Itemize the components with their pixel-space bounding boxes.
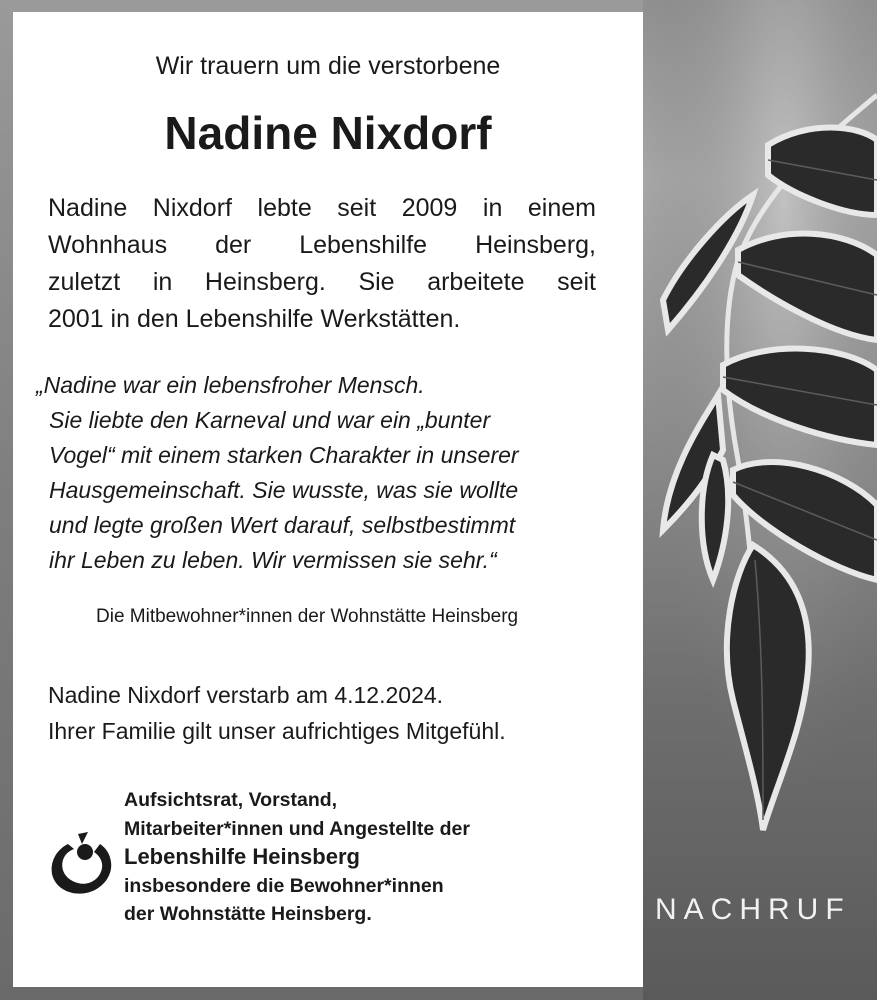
quote-line: und legte großen Wert darauf, selbstbestimmt <box>49 512 516 538</box>
quote-line: „Nadine war ein lebensfroher Mensch. <box>36 372 425 398</box>
quote-paragraph <box>36 368 606 578</box>
sender-line: insbesondere die Bewohner*innen <box>124 874 444 897</box>
bio-line: Wohnhaus der Lebenshilfe Heinsberg, <box>48 231 596 259</box>
quote-line: Hausgemeinschaft. Sie wusste, was sie wollte <box>49 477 519 503</box>
sender-line: Aufsichtsrat, Vorstand, <box>124 789 338 811</box>
biography-paragraph <box>48 190 596 338</box>
lebenshilfe-logo-icon <box>48 830 116 896</box>
quote-line: Vogel“ mit einem starken Charakter in unserer <box>49 442 519 468</box>
sender-line: Mitarbeiter*innen und Angestellte der <box>124 817 470 840</box>
quote-line: ihr Leben zu leben. Wir vermissen sie sehr.“ <box>49 547 497 573</box>
intro-text: Wir trauern um die verstorbene <box>155 52 501 80</box>
frosted-leaf-photo <box>643 0 877 1000</box>
frosted-leaf-illustration <box>643 0 877 1000</box>
bio-line: 2001 in den Lebenshilfe Werkstätten. <box>48 305 461 333</box>
sender-block <box>124 786 470 929</box>
nachruf-label: NACHRUF <box>655 893 851 926</box>
condolence-line: Ihrer Familie gilt unser aufrichtiges Mitgefühl. <box>48 718 506 744</box>
deceased-name: Nadine Nixdorf <box>164 107 492 159</box>
bio-line: Nadine Nixdorf lebte seit 2009 in einem <box>48 194 596 222</box>
death-line: Nadine Nixdorf verstarb am 4.12.2024. <box>48 682 444 708</box>
sender-line: der Wohnstätte Heinsberg. <box>124 903 372 925</box>
bio-line: zuletzt in Heinsberg. Sie arbeitete seit <box>48 268 596 296</box>
organization-name: Lebenshilfe Heinsberg <box>124 844 360 869</box>
quote-signature: Die Mitbewohner*innen der Wohnstätte Heinsberg <box>96 606 519 627</box>
quote-line: Sie liebte den Karneval und war ein „bunter <box>49 407 491 433</box>
death-notice <box>48 677 506 749</box>
